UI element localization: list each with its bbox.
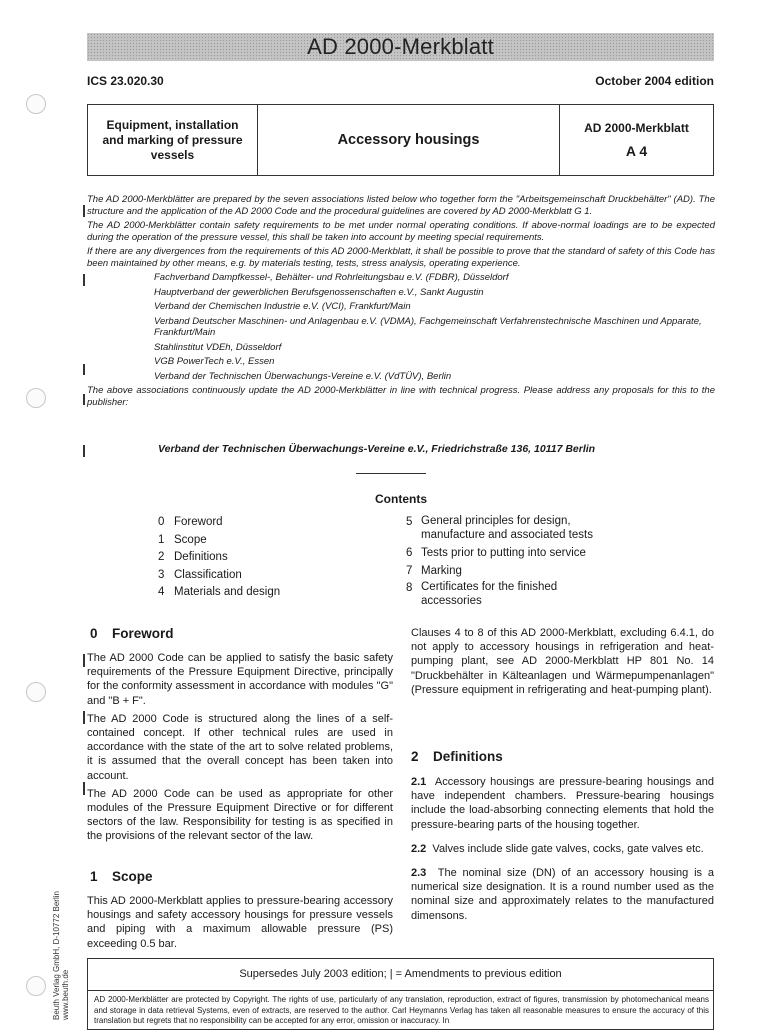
contents-number: 7 <box>406 564 413 577</box>
association-item: Verband der Chemischen Industrie e.V. (VCI), Frankfurt/Main <box>154 301 411 312</box>
scope-text <box>87 894 393 955</box>
ics-code: ICS 23.020.30 <box>87 74 164 88</box>
contents-item[interactable] <box>406 563 621 581</box>
body-paragraph: The AD 2000 Code can be applied to satisfy the basic safety requirements of the Pressure Equipment Directive, principally for the conformity assessment in accordance with modules "G" and "B + F". <box>87 652 393 707</box>
definition-item <box>411 842 714 856</box>
section-heading-scope <box>90 869 153 884</box>
divider <box>356 473 426 474</box>
association-item: Stahlinstitut VDEh, Düsseldorf <box>154 341 282 353</box>
section-heading-definitions <box>411 749 503 764</box>
contents-item[interactable] <box>158 549 280 567</box>
body-paragraph: Clauses 4 to 8 of this AD 2000-Merkblatt, excluding 6.4.1, do not apply to accessory housings in refrigeration and heat-pumping plant, see AD 2000-Merkblatt HP 801 No. 14 "Druckbehälter in Kälteanlagen und Wärmepumpenanlagen" (Pressure equipment in refrigerating and heat-pumping plant). <box>411 627 714 696</box>
intro-paragraph: If there are any divergences from the requirements of this AD 2000-Merkblatt, it shall be possible to prove that the standard of safety of this Code has been maintained by other means, e.g. by materials testing, tests, stress analysis, operating experience. <box>87 246 715 269</box>
contents-label: Certificates for the finished accessories <box>421 581 558 607</box>
contents-label: General principles for design, manufacture and associated tests <box>421 515 593 541</box>
association-item: Fachverband Dampfkessel-, Behälter- und Rohrleitungsbau e.V. (FDBR), Düsseldorf <box>154 272 509 283</box>
contents-label: Foreword <box>174 516 223 528</box>
clause-text: Accessory housings are pressure-bearing housings and have independent chambers. Pressure-bearing housings include the load-absorbing connecting elements that hold the pressure-bearing parts of the housing together. <box>411 776 714 831</box>
clause-number: 2.2 <box>411 842 427 855</box>
section-number: 2 <box>411 749 419 764</box>
contents-title: Contents <box>375 492 427 506</box>
contents-label: Marking <box>421 564 462 577</box>
scope-continued-text <box>411 626 714 701</box>
change-bar <box>83 274 85 286</box>
contents-list-right <box>406 514 621 611</box>
contents-number: 8 <box>406 582 413 594</box>
contents-list-left <box>158 514 280 602</box>
section-heading-foreword <box>90 626 174 641</box>
association-item: Verband Deutscher Maschinen- und Anlagenbau e.V. (VDMA), Fachgemeinschaft Verfahrenstechnische Maschinen und Apparate, Frankfurt/Main <box>154 315 702 338</box>
change-bar <box>83 654 85 667</box>
punch-hole <box>26 388 46 408</box>
punch-hole <box>26 976 46 996</box>
copyright-notice: AD 2000-Merkblätter are protected by Copyright. The rights of use, particularly of any translation, reproduction, extract of figures, transmission by photomechanical means and storage in data retrieval Systems, even of extracts, are reserved to the author. Carl Heymanns Verlag has taken all reasonable measures to ensure the accuracy of this translation but regrets that no responsibility can be accepted for any error, omission or inaccuracy. In <box>87 990 714 1030</box>
change-bar <box>83 205 85 217</box>
section-number: 0 <box>90 626 98 641</box>
intro-paragraph: The AD 2000-Merkblätter are prepared by the seven associations listed below who together form the "Arbeitsgemeinschaft Druckbehälter" (AD). The structure and the application of the AD 2000 Code and the procedural guidelines are covered by AD 2000-Merkblatt G 1. <box>87 194 715 217</box>
body-paragraph: The AD 2000 Code can be used as appropriate for other modules of the Pressure Equipment Directive or for different sectors of the law. Responsibility for testing is as specified in the provisions of the relevant sector of the law. <box>87 787 393 843</box>
contents-item[interactable] <box>406 514 621 545</box>
contents-number: 3 <box>158 568 165 581</box>
contents-label: Definitions <box>174 551 228 563</box>
document-code: A 4 <box>625 143 648 159</box>
contents-item[interactable] <box>158 532 280 550</box>
clause-number: 2.3 <box>411 867 427 880</box>
side-publisher-url: www.beuth.de <box>61 969 70 1020</box>
clause-number: 2.1 <box>411 776 427 788</box>
definition-item <box>411 866 714 923</box>
contents-number: 2 <box>158 551 165 563</box>
body-paragraph: The AD 2000 Code is structured along the lines of a self-contained concept. If other technical rules are used in accordance with the state of the art to solve related problems, it is assumed that the overall concept has been taken into account. <box>87 712 393 782</box>
contents-label: Materials and design <box>174 586 281 598</box>
section-title: Foreword <box>112 626 174 641</box>
intro-paragraph: The above associations continuously update the AD 2000-Merkblätter in line with technical progress. Please address any proposals for this to the publisher: <box>87 385 715 408</box>
definitions-text <box>411 775 714 927</box>
title-table <box>87 104 714 176</box>
side-publisher-line: Beuth Verlag GmbH, D-10772 Berlin <box>52 891 61 1020</box>
contents-number: 6 <box>406 547 413 559</box>
document-title: Accessory housings <box>258 105 560 175</box>
change-bar <box>83 394 85 405</box>
body-paragraph: This AD 2000-Merkblatt applies to pressure-bearing accessory housings and safety accessory housings for pressure vessels and piping with a maximum allowable pressure (PS) exceeding 0.5 bar. <box>87 895 393 950</box>
document-banner: AD 2000-Merkblatt <box>87 33 714 61</box>
definition-item <box>411 775 714 832</box>
contents-number: 5 <box>406 516 413 528</box>
clause-text: Valves include slide gate valves, cocks, gate valves etc. <box>432 842 704 855</box>
contents-label: Classification <box>174 568 242 581</box>
change-bar <box>83 445 85 457</box>
change-bar <box>83 711 85 724</box>
association-item: Verband der Technischen Überwachungs-Vereine e.V. (VdTÜV), Berlin <box>154 370 452 382</box>
series-name: AD 2000-Merkblatt <box>584 121 689 135</box>
association-list <box>154 272 715 382</box>
section-title: Scope <box>112 869 153 884</box>
contents-number: 1 <box>158 533 165 546</box>
contents-item[interactable] <box>158 514 280 532</box>
contents-number: 4 <box>158 586 165 598</box>
association-item: VGB PowerTech e.V., Essen <box>154 356 275 367</box>
clause-text: The nominal size (DN) of an accessory housing is a numerical size designation. It is a round number used as the nominal size and approximately relates to the manufactured dimensons. <box>411 867 714 922</box>
section-title: Definitions <box>433 749 503 764</box>
document-code-cell <box>560 105 713 175</box>
contents-item[interactable] <box>406 545 621 563</box>
change-bar <box>83 364 85 375</box>
publisher-address: Verband der Technischen Überwachungs-Vereine e.V., Friedrichstraße 136, 10117 Berlin <box>158 443 596 455</box>
contents-item[interactable] <box>158 584 280 602</box>
side-publisher-text <box>52 891 70 1020</box>
contents-item[interactable] <box>158 567 280 585</box>
category-cell: Equipment, installation and marking of pressure vessels <box>88 105 258 175</box>
foreword-text <box>87 651 393 848</box>
association-item: Hauptverband der gewerblichen Berufsgenossenschaften e.V., Sankt Augustin <box>154 286 484 298</box>
punch-hole <box>26 94 46 114</box>
edition-date: October 2004 edition <box>595 74 714 88</box>
contents-item[interactable] <box>406 580 621 611</box>
contents-label: Tests prior to putting into service <box>421 547 586 559</box>
contents-number: 0 <box>158 516 165 528</box>
punch-hole <box>26 682 46 702</box>
change-bar <box>83 782 85 795</box>
section-number: 1 <box>90 869 98 884</box>
supersedes-note: Supersedes July 2003 edition; | = Amendments to previous edition <box>87 958 714 990</box>
contents-label: Scope <box>174 533 207 546</box>
intro-paragraph: The AD 2000-Merkblätter contain safety requirements to be met under normal operating conditions. If above-normal loadings are to be expected during the operation of the pressure vessel, this shall be taken into account by meeting special requirements. <box>87 220 715 243</box>
intro-section <box>87 194 715 411</box>
